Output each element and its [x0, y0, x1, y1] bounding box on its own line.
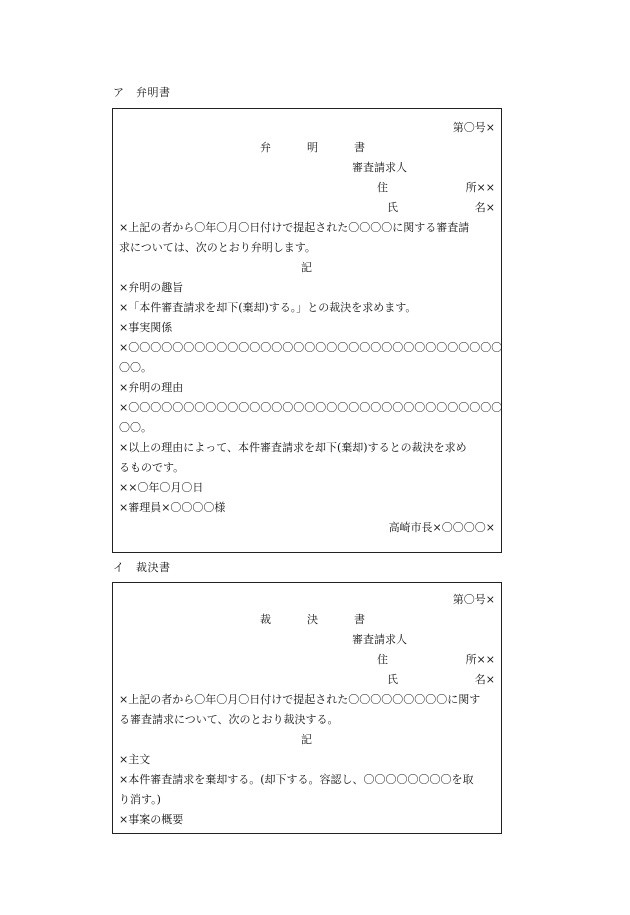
name-label: 氏	[387, 201, 398, 214]
conclusion-text-line: ×以上の理由によって、本件審査請求を却下(棄却)するとの裁決を求め	[119, 441, 467, 454]
intro-text-line: 求については、次のとおり弁明します。	[119, 241, 316, 254]
conclusion-text-line: るものです。	[119, 461, 185, 474]
facts-heading: ×事実関係	[119, 321, 173, 334]
addressee: ×審理員×〇〇〇〇様	[119, 501, 226, 514]
name-value: 名×	[474, 201, 495, 214]
document-date: ××〇年〇月〇日	[119, 481, 204, 494]
title-char: 弁	[260, 141, 271, 154]
main-text-line: ×本件審査請求を棄却する。(却下する。容認し、〇〇〇〇〇〇〇〇を取	[119, 773, 474, 786]
reason-heading: ×弁明の理由	[119, 381, 184, 394]
address-value: 所××	[465, 181, 495, 194]
ki-heading: 記	[301, 261, 312, 274]
address-label: 住	[377, 653, 388, 666]
signer: 高崎市長×〇〇〇〇×	[388, 521, 495, 534]
title-char: 明	[307, 141, 318, 154]
document-number: 第〇号×	[452, 121, 495, 134]
address-label: 住	[377, 181, 388, 194]
name-label: 氏	[387, 673, 398, 686]
purpose-heading: ×弁明の趣旨	[119, 281, 184, 294]
intro-text-line: ×上記の者から〇年〇月〇日付けで提起された〇〇〇〇に関する審査請	[119, 221, 470, 234]
intro-text-line: る審査請求について、次のとおり裁決する。	[119, 713, 339, 726]
address-row	[377, 178, 495, 198]
facts-text-line: 〇〇。	[119, 361, 152, 374]
title-char: 書	[354, 141, 365, 154]
document-title	[119, 610, 495, 630]
purpose-text: ×「本件審査請求を却下(棄却)する。」との裁決を求めます。	[119, 301, 417, 314]
saiketsusho-form-box	[112, 582, 502, 834]
name-row	[387, 670, 495, 690]
reason-text-line: 〇〇。	[119, 421, 152, 434]
main-text-line: り消す。)	[119, 793, 161, 806]
requester-label: 審査請求人	[352, 161, 407, 174]
reason-text-line: ×〇〇〇〇〇〇〇〇〇〇〇〇〇〇〇〇〇〇〇〇〇〇〇〇〇〇〇〇〇〇〇〇〇〇	[119, 401, 503, 414]
address-row	[377, 650, 495, 670]
main-heading: ×主文	[119, 753, 151, 766]
name-value: 名×	[474, 673, 495, 686]
summary-heading: ×事案の概要	[119, 813, 184, 826]
facts-text-line: ×〇〇〇〇〇〇〇〇〇〇〇〇〇〇〇〇〇〇〇〇〇〇〇〇〇〇〇〇〇〇〇〇〇〇	[119, 341, 503, 354]
intro-text-line: ×上記の者から〇年〇月〇日付けで提起された〇〇〇〇〇〇〇〇〇に関す	[119, 693, 481, 706]
address-value: 所××	[465, 653, 495, 666]
ki-heading: 記	[301, 733, 312, 746]
title-char: 決	[307, 613, 318, 626]
title-char: 裁	[260, 613, 271, 626]
section-a-label: ア 弁明書	[113, 86, 171, 99]
section-b-label: イ 裁決書	[113, 561, 171, 574]
document-number: 第〇号×	[452, 593, 495, 606]
document-title	[119, 138, 495, 158]
name-row	[387, 198, 495, 218]
requester-label: 審査請求人	[352, 633, 407, 646]
title-char: 書	[354, 613, 365, 626]
benmeisho-form-box	[112, 108, 502, 553]
